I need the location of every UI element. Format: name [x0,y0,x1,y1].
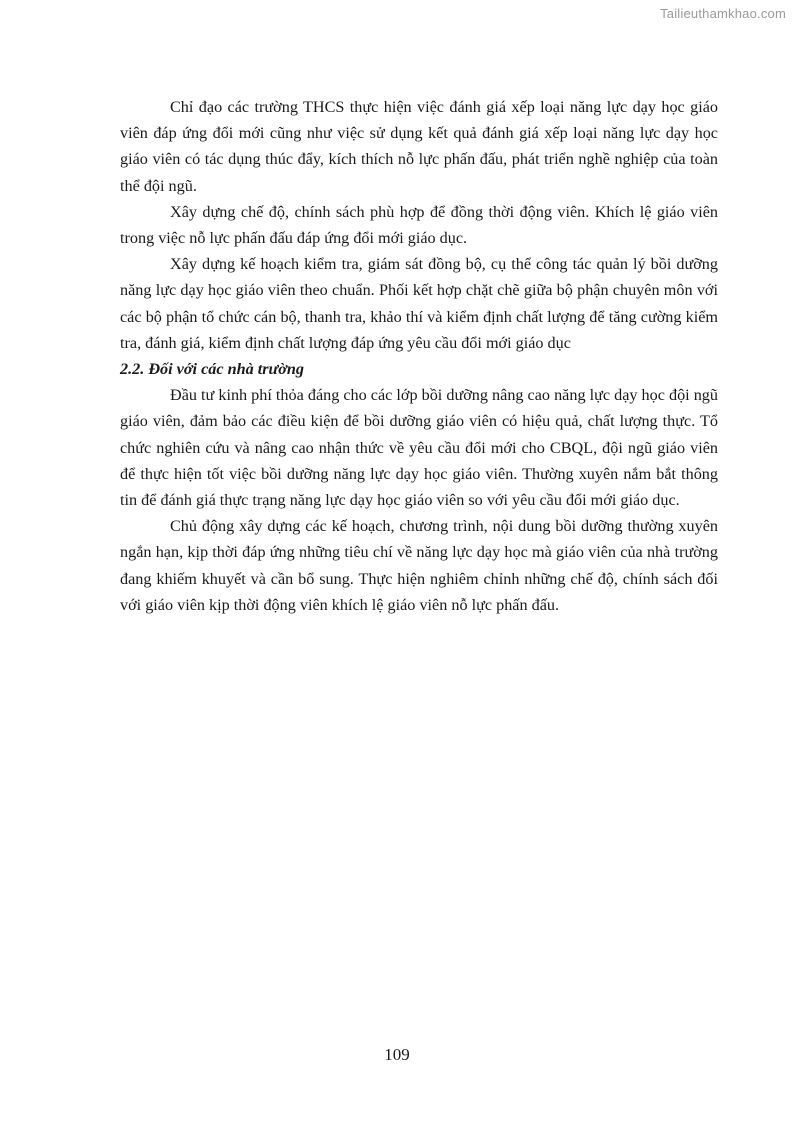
document-body [120,94,718,618]
page-number: 109 [384,1045,410,1064]
paragraph-policy-motivation: Xây dựng chế độ, chính sách phù hợp để đồng thời động viên. Khích lệ giáo viên trong việc nỗ lực phấn đấu đáp ứng đổi mới giáo dục. [120,202,718,248]
paragraph-funding-investment: Đầu tư kinh phí thỏa đáng cho các lớp bồi dưỡng nâng cao năng lực dạy học đội ngũ giáo viên, đảm bảo các điều kiện để bồi dưỡng giáo viên có hiệu quả, chất lượng thực. Tổ chức nghiên cứu và nâng cao nhận thức về yêu cầu đổi mới cho CBQL, đội ngũ giáo viên để thực hiện tốt việc bồi dưỡng năng lực dạy học giáo viên. Thường xuyên nắm bắt thông tin để đánh giá thực trạng năng lực dạy học giáo viên so với yêu cầu đổi mới giáo dục. [120,386,718,510]
paragraph-training-plans: Chủ động xây dựng các kế hoạch, chương trình, nội dung bồi dưỡng thường xuyên ngắn hạn, kịp thời đáp ứng những tiêu chí về năng lực dạy học mà giáo viên của nhà trường đang khiếm khuyết và cần bổ sung. Thực hiện nghiêm chỉnh những chế độ, chính sách đối với giáo viên kịp thời động viên khích lệ giáo viên nỗ lực phấn đấu. [120,517,718,614]
paragraph-inspection-plan: Xây dựng kế hoạch kiểm tra, giám sát đồng bộ, cụ thể công tác quản lý bồi dưỡng năng lực dạy học giáo viên theo chuẩn. Phối kết hợp chặt chẽ giữa bộ phận chuyên môn với các bộ phận tổ chức cán bộ, thanh tra, khảo thí và kiểm định chất lượng để tăng cường kiểm tra, đánh giá, kiểm định chất lượng đáp ứng yêu cầu đổi mới giáo dục [120,255,718,352]
paragraph-directing-evaluation: Chỉ đạo các trường THCS thực hiện việc đánh giá xếp loại năng lực dạy học giáo viên đáp ứng đổi mới cũng như việc sử dụng kết quả đánh giá xếp loại năng lực dạy học giáo viên có tác dụng thúc đẩy, kích thích nỗ lực phấn đấu, phát triển nghề nghiệp của toàn thể đội ngũ. [120,98,718,195]
watermark-text: Tailieuthamkhao.com [660,6,786,21]
section-heading: 2.2. Đối với các nhà trường [120,360,305,379]
